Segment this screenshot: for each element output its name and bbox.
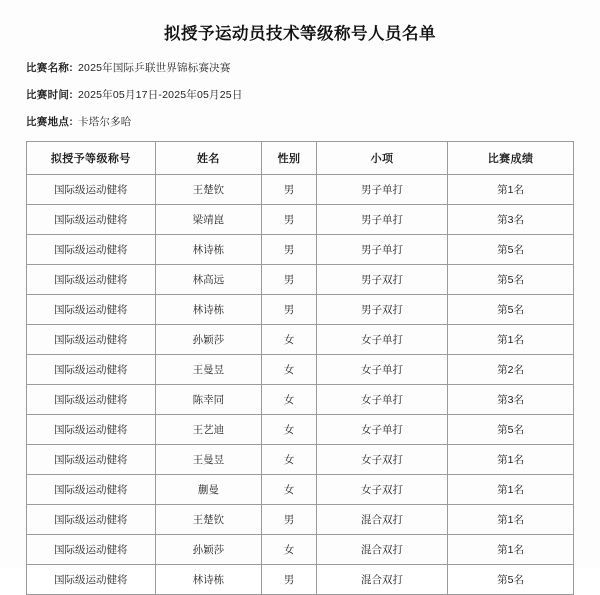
page-title: 拟授予运动员技术等级称号人员名单 — [164, 24, 436, 43]
cell-gender: 男 — [262, 505, 317, 535]
cell-name: 陈幸同 — [155, 385, 262, 415]
column-header-name: 姓名 — [155, 142, 262, 175]
cell-grade-title: 国际级运动健将 — [27, 535, 156, 565]
cell-gender: 男 — [262, 295, 317, 325]
cell-name: 孙颖莎 — [155, 325, 262, 355]
cell-gender: 女 — [262, 325, 317, 355]
cell-gender: 男 — [262, 205, 317, 235]
meta-value: 卡塔尔多哈 — [78, 116, 132, 128]
cell-name: 王曼昱 — [155, 445, 262, 475]
meta-label: 比赛名称: — [26, 62, 73, 74]
cell-grade-title: 国际级运动健将 — [27, 505, 156, 535]
cell-grade-title: 国际级运动健将 — [27, 415, 156, 445]
table-row — [27, 385, 574, 415]
cell-name: 林诗栋 — [155, 295, 262, 325]
cell-result: 第5名 — [448, 235, 574, 265]
cell-event: 女子单打 — [316, 325, 447, 355]
cell-result: 第5名 — [448, 295, 574, 325]
cell-gender: 女 — [262, 535, 317, 565]
column-header-event: 小项 — [316, 142, 447, 175]
cell-gender: 女 — [262, 445, 317, 475]
cell-grade-title: 国际级运动健将 — [27, 475, 156, 505]
cell-event: 男子双打 — [316, 265, 447, 295]
cell-result: 第1名 — [448, 445, 574, 475]
table-row — [27, 175, 574, 205]
table-row — [27, 475, 574, 505]
cell-event: 男子双打 — [316, 295, 447, 325]
meta-row-competition-name — [26, 60, 574, 75]
cell-result: 第3名 — [448, 205, 574, 235]
meta-row-competition-venue — [26, 114, 574, 129]
cell-name: 王艺迪 — [155, 415, 262, 445]
cell-grade-title: 国际级运动健将 — [27, 295, 156, 325]
cell-result: 第1名 — [448, 325, 574, 355]
cell-result: 第5名 — [448, 565, 574, 595]
cell-event: 女子双打 — [316, 445, 447, 475]
table-row — [27, 205, 574, 235]
cell-grade-title: 国际级运动健将 — [27, 205, 156, 235]
cell-grade-title: 国际级运动健将 — [27, 565, 156, 595]
cell-gender: 男 — [262, 175, 317, 205]
cell-name: 王楚钦 — [155, 175, 262, 205]
cell-gender: 男 — [262, 565, 317, 595]
column-header-result: 比赛成绩 — [448, 142, 574, 175]
table-row — [27, 505, 574, 535]
meta-value: 2025年国际乒联世界锦标赛决赛 — [78, 62, 231, 74]
cell-event: 混合双打 — [316, 505, 447, 535]
cell-grade-title: 国际级运动健将 — [27, 235, 156, 265]
cell-event: 男子单打 — [316, 235, 447, 265]
table-body — [27, 175, 574, 595]
roster-table-wrapper — [26, 141, 574, 595]
cell-result: 第3名 — [448, 385, 574, 415]
cell-grade-title: 国际级运动健将 — [27, 325, 156, 355]
cell-event: 女子双打 — [316, 475, 447, 505]
cell-name: 王曼昱 — [155, 355, 262, 385]
cell-grade-title: 国际级运动健将 — [27, 355, 156, 385]
roster-table — [26, 141, 574, 595]
table-row — [27, 295, 574, 325]
table-row — [27, 235, 574, 265]
cell-gender: 男 — [262, 265, 317, 295]
cell-gender: 女 — [262, 385, 317, 415]
table-row — [27, 355, 574, 385]
cell-name: 林诗栋 — [155, 235, 262, 265]
cell-event: 女子单打 — [316, 355, 447, 385]
column-header-gender: 性别 — [262, 142, 317, 175]
meta-label: 比赛地点: — [26, 116, 73, 128]
cell-result: 第1名 — [448, 505, 574, 535]
table-row — [27, 565, 574, 595]
cell-event: 女子单打 — [316, 385, 447, 415]
cell-gender: 女 — [262, 415, 317, 445]
table-row — [27, 415, 574, 445]
cell-gender: 男 — [262, 235, 317, 265]
table-row — [27, 265, 574, 295]
cell-event: 男子单打 — [316, 175, 447, 205]
cell-name: 王楚钦 — [155, 505, 262, 535]
table-row — [27, 535, 574, 565]
column-header-grade-title: 拟授予等级称号 — [27, 142, 156, 175]
cell-name: 林高远 — [155, 265, 262, 295]
meta-label: 比赛时间: — [26, 89, 73, 101]
cell-result: 第2名 — [448, 355, 574, 385]
cell-result: 第1名 — [448, 175, 574, 205]
cell-event: 女子单打 — [316, 415, 447, 445]
cell-grade-title: 国际级运动健将 — [27, 175, 156, 205]
cell-event: 混合双打 — [316, 565, 447, 595]
cell-grade-title: 国际级运动健将 — [27, 385, 156, 415]
cell-gender: 女 — [262, 355, 317, 385]
cell-event: 男子单打 — [316, 205, 447, 235]
table-header-row — [27, 142, 574, 175]
cell-gender: 女 — [262, 475, 317, 505]
cell-name: 孙颖莎 — [155, 535, 262, 565]
cell-name: 梁靖崑 — [155, 205, 262, 235]
cell-result: 第5名 — [448, 265, 574, 295]
meta-row-competition-date — [26, 87, 574, 102]
cell-result: 第5名 — [448, 415, 574, 445]
cell-event: 混合双打 — [316, 535, 447, 565]
meta-value: 2025年05月17日-2025年05月25日 — [78, 89, 243, 101]
cell-grade-title: 国际级运动健将 — [27, 445, 156, 475]
cell-name: 蒯曼 — [155, 475, 262, 505]
table-row — [27, 445, 574, 475]
cell-grade-title: 国际级运动健将 — [27, 265, 156, 295]
cell-result: 第1名 — [448, 475, 574, 505]
cell-name: 林诗栋 — [155, 565, 262, 595]
meta-block — [26, 60, 574, 129]
cell-result: 第1名 — [448, 535, 574, 565]
table-row — [27, 325, 574, 355]
